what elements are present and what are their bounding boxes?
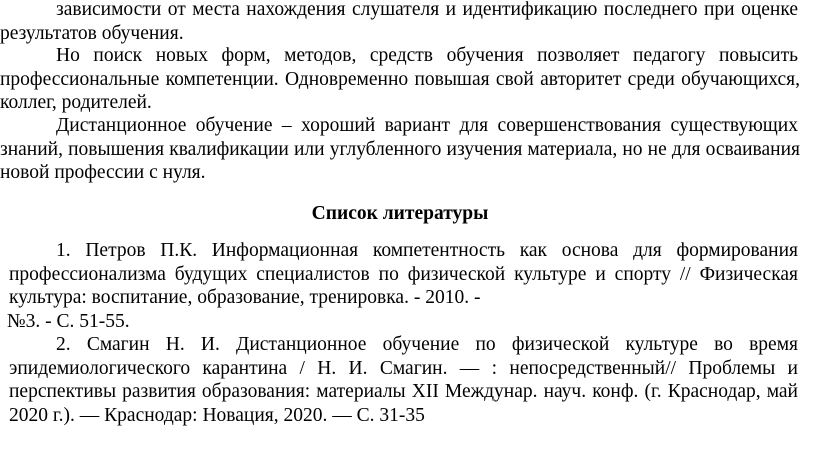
reference-item-1 [9,239,798,333]
text-line: коллег, родителей. [0,92,152,113]
text-line: зависимости от места нахождения слушателя и идентификацию последнего при оценке [56,0,798,20]
text-line: новой профессии с нуля. [0,162,206,183]
text-line: знаний, повышения квалификации или углубленного изучения материала, но не для осваивания [0,138,800,160]
text-line: 2020 г.). — Краснодар: Новация, 2020. — С. 31-35 [9,404,425,426]
paragraph-2 [0,44,800,115]
text-line: культура: воспитание, образование, тренировка. - 2010. - [9,287,481,308]
text-line: Дистанционное обучение – хороший вариант для совершенствования существующих [56,115,798,136]
text-line: эпидемиологического карантина / Н. И. Смагин. — : непосредственный// Проблемы и [9,357,798,379]
reference-item-2 [9,333,798,427]
text-line: №3. - С. 51-55. [7,310,130,332]
text-line: профессиональные компетенции. Одновременно повышая свой авторитет среди обучающихся, [0,68,800,90]
paragraph-3 [0,114,800,185]
text-line: Но поиск новых форм, методов, средств обучения позволяет педагогу повысить [56,45,798,66]
text-line: результатов обучения. [0,22,184,44]
text-line: 2. Смагин Н. И. Дистанционное обучение по физической культуре во время [56,334,798,355]
paragraph-1 [0,0,800,45]
bibliography-title: Список литературы [311,203,489,224]
text-line: 1. Петров П.К. Информационная компетентность как основа для формирования [56,240,798,261]
text-line: перспективы развития образования: материалы XII Междунар. науч. конф. (г. Краснодар, май [9,381,798,402]
text-line: профессионализма будущих специалистов по физической культуре и спорту // Физическая [9,263,798,285]
